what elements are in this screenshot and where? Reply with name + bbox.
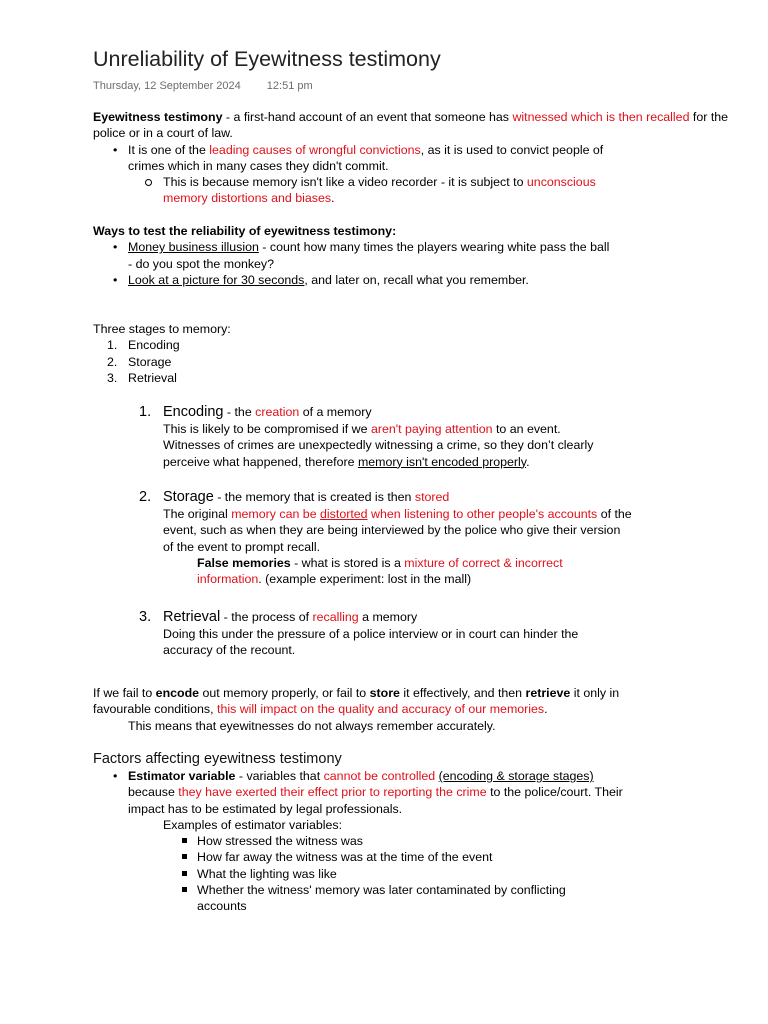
page-timestamp [93,78,313,94]
definition-paragraph: Eyewitness testimony - a first-hand account of an event that someone has witnessed which is then recalled for the police or in a court of law. [93,110,729,141]
encoding-line1: This is likely to be compromised if we aren't paying attention to an event. [163,422,561,436]
factors-section[interactable] [93,750,743,915]
example-item: How far away the witness was at the time of the event [93,849,743,865]
retrieval-heading: 3. Retrieval - the process of recalling a memory [139,609,418,625]
definition-bullet: • It is one of the leading causes of wrongful convictions, as it is used to convict people of crimes which in many cases they didn't commit. [93,142,634,175]
stages-intro: Three stages to memory: [93,322,231,336]
definition-section[interactable] [93,109,743,207]
term-eyewitness-testimony: Eyewitness testimony [93,110,223,124]
factors-heading: Factors affecting eyewitness testimony [93,751,342,767]
stages-section[interactable] [93,321,743,386]
ways-item-monkey: • Money business illusion - count how many times the players wearing white pass the ball - do you spot the monkey? [93,239,614,272]
example-item: What the lighting was like [93,866,743,882]
encoding-section[interactable] [93,403,743,470]
ways-section[interactable] [93,223,743,288]
encoding-heading: 1. Encoding - the creation of a memory [139,404,372,420]
definition-sub-bullet: This is because memory isn't like a video recorder - it is subject to unconscious memory distortions and biases. [93,174,625,207]
ways-item-picture: • Look at a picture for 30 seconds, and later on, recall what you remember. [93,272,743,288]
page-date: Thursday, 12 September 2024 [93,80,241,92]
estimator-variable-bullet: • Estimator variable - variables that cannot be controlled (encoding & storage stages) because they have exerted their effect prior to reporting the crime to the police/court. Their impact has to be estimated by legal professionals. [93,768,638,817]
false-memories-note: False memories - what is stored is a mixture of correct & incorrect information. (example experiment: lost in the mall) [197,555,563,587]
ways-heading: Ways to test the reliability of eyewitness testimony: [93,224,397,238]
summary-line2: This means that eyewitnesses do not always remember accurately. [128,718,496,733]
stage-list-item: 2. Storage [107,354,172,369]
summary-paragraph: If we fail to encode out memory properly, or fail to store it effectively, and then retrieve it only in favourable conditions, this will impact on the quality and accuracy of our memories. [93,686,620,717]
stage-list-item: 3. Retrieval [107,370,177,385]
retrieval-section[interactable] [93,608,743,659]
storage-paragraph: The original memory can be distorted when listening to other people's accounts of the event, such as when they are being interviewed by the police who give their version of the event to prompt recall. [163,507,632,554]
example-item: Whether the witness' memory was later contaminated by conflicting accounts [93,882,607,915]
examples-label: Examples of estimator variables: [163,817,343,832]
stage-list-item: 1. Encoding [107,338,180,353]
encoding-line2: Witnesses of crimes are unexpectedly witnessing a crime, so they don’t clearly perceive what happened, therefore memory isn't encoded properly. [163,438,594,469]
retrieval-paragraph: Doing this under the pressure of a police interview or in court can hinder the accuracy of the recount. [163,627,579,658]
storage-heading: 2. Storage - the memory that is created is then stored [139,489,450,505]
summary-section[interactable] [93,685,743,734]
storage-section[interactable] [93,488,743,587]
example-item: How stressed the witness was [93,833,743,849]
page-time: 12:51 pm [266,80,313,92]
page-title[interactable]: Unreliability of Eyewitness testimony [93,47,441,71]
